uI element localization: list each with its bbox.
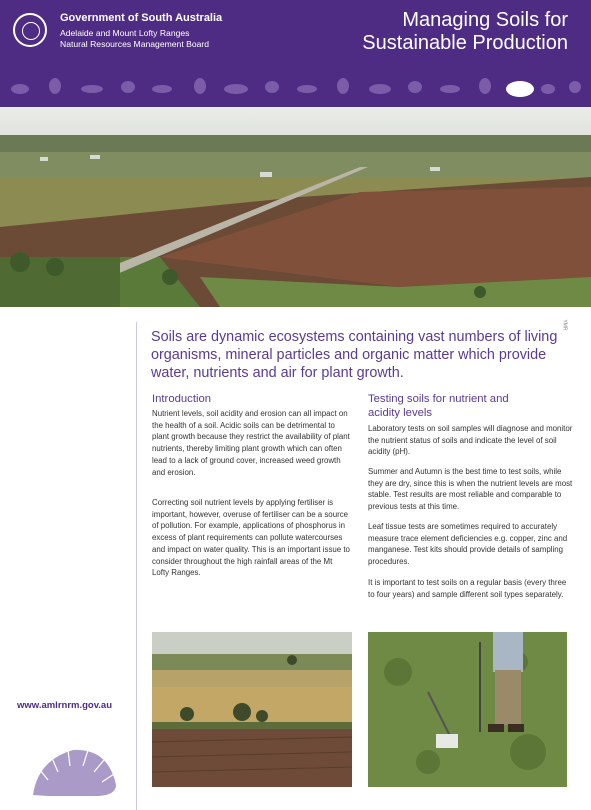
testing-paragraph-4: It is important to test soils on a regular basis (every three to four years) and sample different soil types separately. (368, 578, 567, 599)
testing-paragraph-2: Summer and Autumn is the best time to test soils, while they are dry, since this is when the nutrient levels are most stable. Test results are most reliable and comparable to previous tests at this time. (368, 467, 573, 512)
introduction-paragraph-2: Correcting soil nutrient levels by applying fertiliser is important, however, overuse of fertiliser can be a source of pollution. For example, applications of phosphorus in excess of plant requirements can pollute watercourses and impact on water quality. This is an important issue to consider throughout the high rainfall areas of the Mt Lofty Ranges. (152, 498, 350, 578)
document-title-line2: Sustainable Production (362, 32, 568, 54)
testing-heading-line1: Testing soils for nutrient and (368, 393, 509, 405)
photo-caption-code: YMR (561, 319, 568, 331)
lead-paragraph: Soils are dynamic ecosystems containing vast numbers of living organisms, mineral particles and organic matter which provide water, nutrients and air for plant growth. (151, 329, 558, 381)
testing-heading-line2: acidity levels (368, 407, 433, 419)
echidna-logo-icon (28, 740, 118, 800)
introduction-paragraph-1: Nutrient levels, soil acidity and erosion can all impact on the health of a soil. Acidic soils can be detrimental to plant growth because they restrict the availability of plant nutrients, thereby limiting plant growth which can often lead to a lack of ground cover, increased weed growth and erosion. (152, 409, 350, 477)
native-animals-frieze (0, 72, 591, 102)
government-name: Government of South Australia (60, 12, 223, 24)
document-title-line1: Managing Soils for (402, 9, 568, 31)
farmland-photo (152, 632, 352, 787)
header-banner (0, 0, 591, 107)
testing-paragraph-3: Leaf tissue tests are sometimes required to accurately measure trace element deficiencies e.g. copper, zinc and manganese. Test kits should provide details of sampling procedures. (368, 522, 568, 567)
testing-paragraph-1: Laboratory tests on soil samples will diagnose and monitor the nutrient status of soils and indicate the level of soil acidity (pH). (368, 424, 573, 457)
website-link[interactable]: www.amlrnrm.gov.au (17, 700, 113, 711)
board-name-line2: Natural Resources Management Board (60, 39, 210, 49)
introduction-heading: Introduction (152, 393, 212, 405)
column-divider (136, 322, 137, 810)
board-name-line1: Adelaide and Mount Lofty Ranges (60, 28, 190, 38)
landscape-photo (0, 107, 591, 307)
government-crest-icon (13, 13, 47, 47)
soil-sampling-photo (368, 632, 567, 787)
